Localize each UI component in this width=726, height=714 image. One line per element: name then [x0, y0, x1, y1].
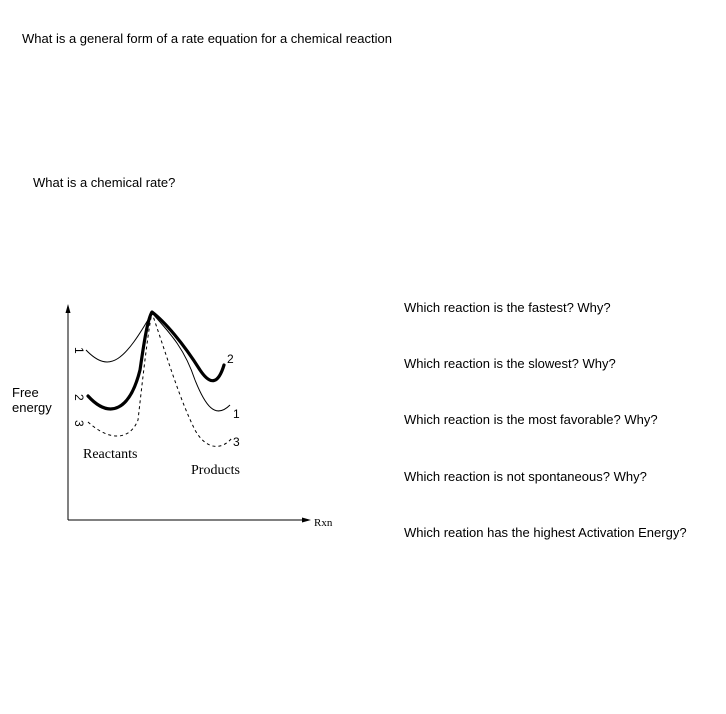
question-fastest: Which reaction is the fastest? Why?	[404, 300, 611, 315]
question-slowest: Which reaction is the slowest? Why?	[404, 356, 616, 371]
y-axis-label-line1: Free	[12, 385, 39, 400]
curve-label-end-2: 2	[227, 352, 234, 366]
x-axis-label: Rxn	[314, 517, 333, 529]
energy-diagram	[0, 290, 360, 540]
y-axis-label-line2: energy	[12, 400, 52, 415]
question-chemical-rate: What is a chemical rate?	[33, 175, 176, 190]
curve-label-start-1: 1	[72, 347, 86, 354]
question-not-spontaneous: Which reaction is not spontaneous? Why?	[404, 469, 647, 484]
curve-1	[86, 313, 230, 411]
question-highest-activation-energy: Which reation has the highest Activation Energy?	[404, 525, 687, 540]
curve-label-end-3: 3	[233, 435, 240, 449]
question-most-favorable: Which reaction is the most favorable? Why?	[404, 412, 658, 427]
curve-2	[88, 312, 224, 409]
products-label: Products	[191, 463, 240, 478]
x-axis-arrow	[302, 518, 311, 523]
reactants-label: Reactants	[83, 447, 138, 462]
curve-label-start-2: 2	[72, 394, 86, 401]
question-general-rate-equation: What is a general form of a rate equation for a chemical reaction	[22, 31, 392, 46]
y-axis-arrow	[66, 304, 71, 313]
curve-label-start-3: 3	[72, 420, 86, 427]
curve-label-end-1: 1	[233, 407, 240, 421]
